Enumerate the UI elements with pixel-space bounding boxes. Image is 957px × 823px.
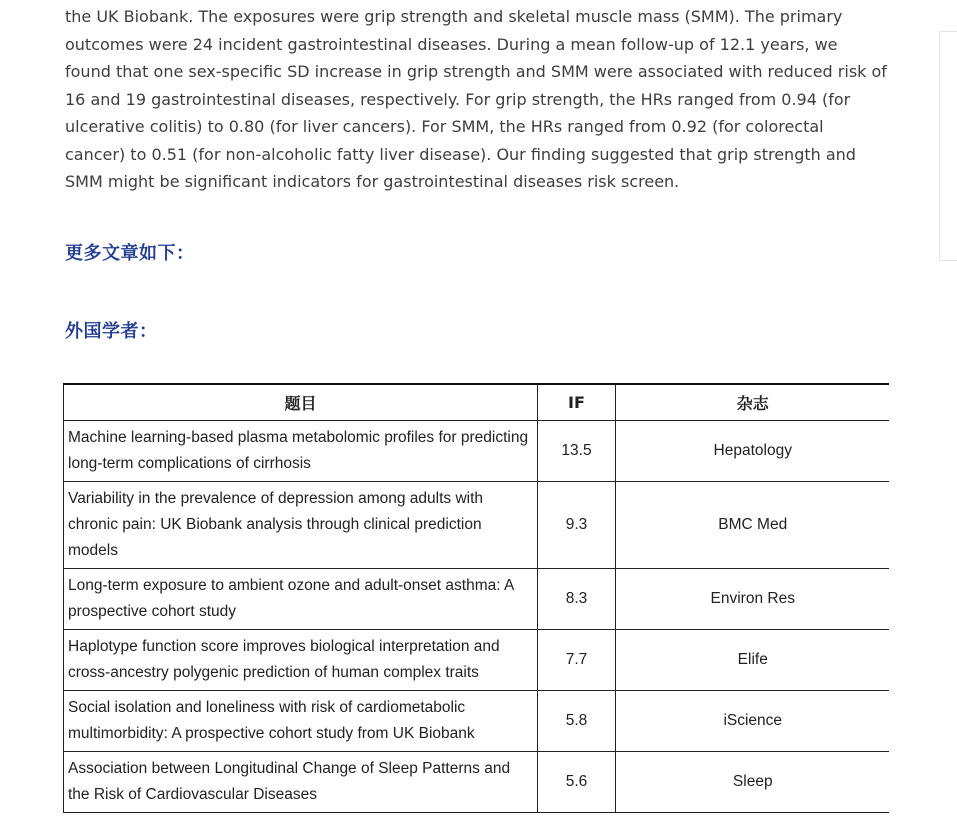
journal-name: Hepatology (616, 421, 890, 482)
journal-name: Elife (616, 630, 890, 691)
header-title: 题目 (64, 384, 538, 421)
table-row (64, 630, 890, 691)
impact-factor: 5.8 (538, 691, 616, 752)
paper-title: Machine learning-based plasma metabolomic profiles for predicting long-term complications of cirrhosis (64, 421, 538, 482)
table-row (64, 569, 890, 630)
impact-factor: 13.5 (538, 421, 616, 482)
header-journal: 杂志 (616, 384, 890, 421)
table-row (64, 691, 890, 752)
more-articles-heading: 更多文章如下： (65, 243, 195, 264)
paper-table-container (63, 383, 889, 823)
foreign-scholars-heading: 外国学者： (65, 321, 158, 342)
impact-factor: 8.3 (538, 569, 616, 630)
impact-factor: 9.3 (538, 482, 616, 569)
impact-factor: 5.6 (538, 752, 616, 813)
journal-name: iScience (616, 691, 890, 752)
abstract-paragraph: the UK Biobank. The exposures were grip strength and skeletal muscle mass (SMM). The primary outcomes were 24 incident gastrointestinal diseases. During a mean follow-up of 12.1 years, we found that one sex-specific SD increase in grip strength and SMM were associated with reduced risk of 16 and 19 gastrointestinal diseases, respectively. For grip strength, the HRs ranged from 0.94 (for ulcerative colitis) to 0.80 (for liver cancers). For SMM, the HRs ranged from 0.92 (for colorectal cancer) to 0.51 (for non-alcoholic fatty liver disease). Our finding suggested that grip strength and SMM might be significant indicators for gastrointestinal diseases risk screen. (65, 7, 887, 191)
impact-factor: 7.7 (538, 630, 616, 691)
journal-name: Environ Res (616, 569, 890, 630)
table-row (64, 752, 890, 813)
article-body (65, 0, 895, 342)
table-row (64, 482, 890, 569)
header-if: IF (538, 384, 616, 421)
paper-title: Association between Longitudinal Change of Sleep Patterns and the Risk of Cardiovascular Diseases (64, 752, 538, 813)
paper-table (63, 383, 889, 813)
side-panel (939, 31, 957, 261)
table-header-row (64, 384, 890, 421)
table-row (64, 421, 890, 482)
paper-title: Variability in the prevalence of depression among adults with chronic pain: UK Biobank analysis through clinical prediction models (64, 482, 538, 569)
paper-title: Haplotype function score improves biological interpretation and cross-ancestry polygenic prediction of human complex traits (64, 630, 538, 691)
paper-title: Social isolation and loneliness with risk of cardiometabolic multimorbidity: A prospective cohort study from UK Biobank (64, 691, 538, 752)
journal-name: BMC Med (616, 482, 890, 569)
journal-name: Sleep (616, 752, 890, 813)
paper-title: Long-term exposure to ambient ozone and adult-onset asthma: A prospective cohort study (64, 569, 538, 630)
